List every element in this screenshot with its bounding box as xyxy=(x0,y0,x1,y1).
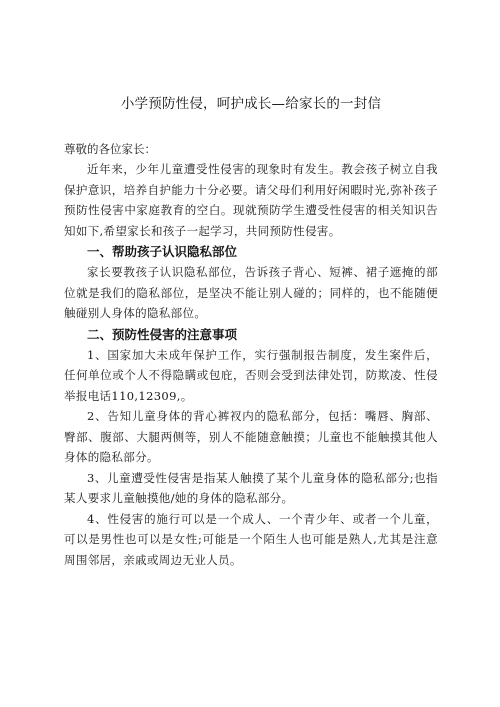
section-paragraph-private-parts: 家长要教孩子认识隐私部位，告诉孩子背心、短裤、裙子遮掩的部位就是我们的隐私部位，是坚决不能让别人碰的；同样的，也不能随便触碰别人身体的隐私部位。 xyxy=(64,265,438,320)
precaution-item-2: 2、告知儿童身体的背心裤衩内的隐私部分，包括：嘴唇、胸部、臀部、腹部、大腿两侧等，别人不能随意触摸；儿童也不能触摸其他人身体的隐私部分。 xyxy=(64,409,438,464)
section-heading-private-parts: 一、帮助孩子认识隐私部位 xyxy=(87,244,238,259)
salutation: 尊敬的各位家长： xyxy=(64,142,156,156)
precaution-item-4: 4、性侵害的施行可以是一个成人、一个青少年、或者一个儿童，可以是男性也可以是女性;可能是一个陌生人也可能是熟人,尤其是注意周围邻居，亲戚或周边无业人员。 xyxy=(64,511,438,567)
section-heading-precautions: 二、预防性侵害的注意事项 xyxy=(87,326,238,342)
intro-paragraph: 近年来，少年儿童遭受性侵害的现象时有发生。教会孩子树立自我保护意识，培养自护能力十分必要。请父母们利用好闲暇时光,弥补孩子预防性侵害中家庭教育的空白。现就预防学生遭受性侵害的相关知识告知如下,希望家长和孩子一起学习，共同预防性侵害。 xyxy=(64,162,438,238)
precaution-item-1: 1、国家加大未成年保护工作，实行强制报告制度，发生案件后，任何单位或个人不得隐瞒或包庇，否则会受到法律处罚，防欺凌、性侵举报电话110,12309,。 xyxy=(64,347,438,403)
precaution-item-3: 3、儿童遭受性侵害是指某人触摸了某个儿童身体的隐私部分;也指某人要求儿童触摸他/她的身体的隐私部分。 xyxy=(64,470,438,505)
document-title: 小学预防性侵，呵护成长—给家长的一封信 xyxy=(120,96,382,112)
